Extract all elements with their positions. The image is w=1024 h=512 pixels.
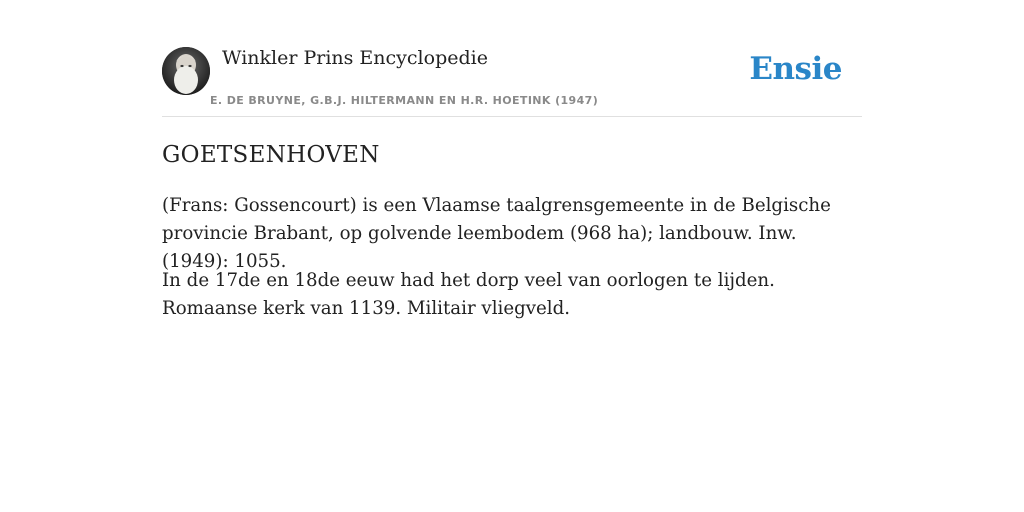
article-paragraph: (Frans: Gossencourt) is een Vlaamse taalgrensgemeente in de Belgische provincie Brabant, op golvende leembodem (968 ha); landbouw. Inw. (1949): 1055. (162, 195, 831, 272)
author-portrait-icon (162, 47, 210, 95)
site-title[interactable]: Winkler Prins Encyclopedie (222, 47, 488, 69)
brand-logo[interactable]: Ensie (749, 51, 842, 87)
authors-credit: E. DE BRUYNE, G.B.J. HILTERMANN EN H.R. HOETINK (1947) (210, 94, 599, 107)
page (162, 0, 862, 319)
entry-title: GOETSENHOVEN (162, 142, 380, 168)
avatar[interactable] (162, 47, 210, 95)
header (162, 0, 862, 117)
article-paragraph: In de 17de en 18de eeuw had het dorp veel van oorlogen te lijden. Romaanse kerk van 1139. Militair vliegveld. (162, 270, 775, 319)
